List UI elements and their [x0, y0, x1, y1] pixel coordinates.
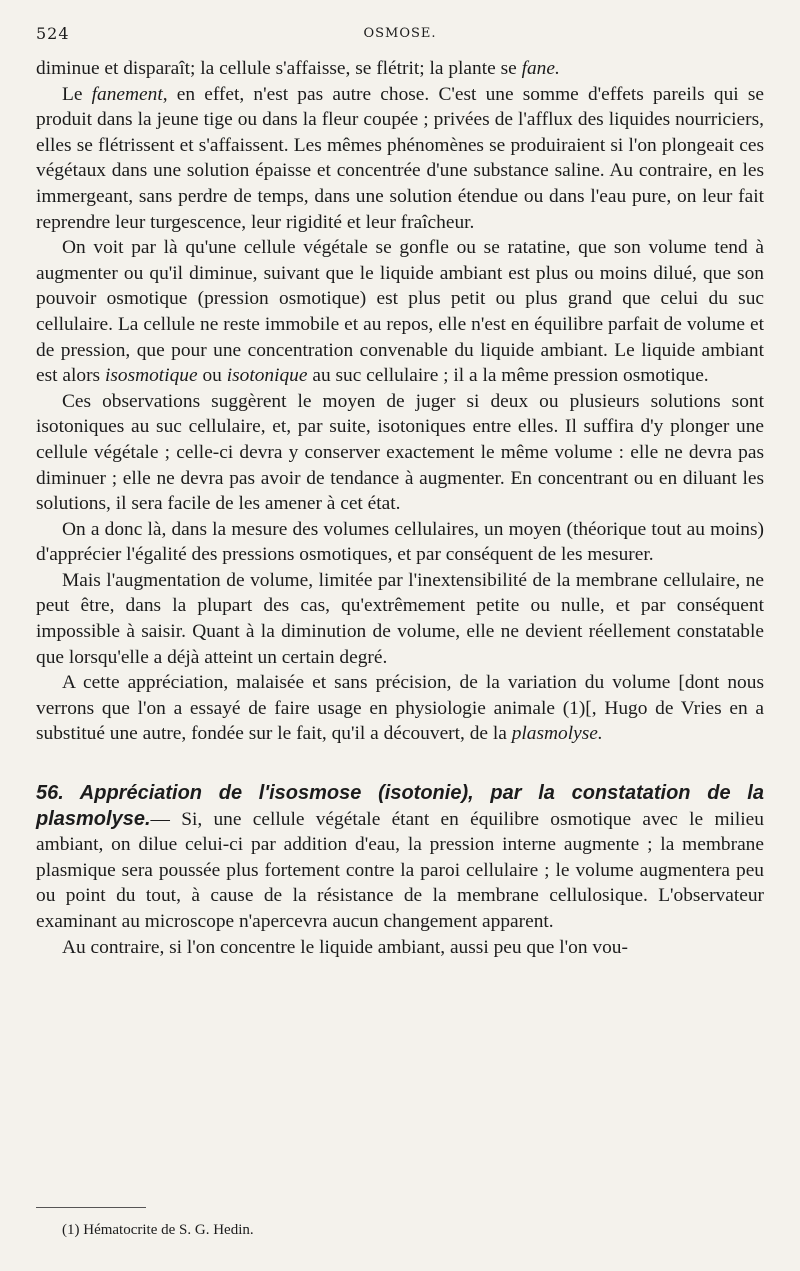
paragraph: On a donc là, dans la mesure des volumes cellulaires, un moyen (théorique tout au moins) d'apprécier l'égalité des pressions osmotiques, et par conséquent de les mesurer. — [36, 518, 764, 566]
paragraph: A cette appréciation, malaisée et sans précision, de la variation du volume [dont nous verrons que l'on a essayé de faire usage en physiologie animale (1)[, Hugo de Vries en a substitué une autre, fondée sur le fait, qu'il a découvert, de la plasmolyse. — [36, 672, 764, 745]
paragraph: Ces observations suggèrent le moyen de juger si deux ou plusieurs solutions sont isotoniques au suc cellulaire, et, par suite, isotoniques entre elles. Il suffira d'y plonger une cellule végétale ; celle-ci devra y conserver exactement le même volume : elle ne devra pas diminuer ; elle ne devra pas avoir de tendance à augmenter. En concentrant ou en diluant les solutions, il sera facile de les amener à cet état. — [36, 390, 764, 515]
italic-term: plasmolyse. — [511, 723, 603, 745]
section-title: 56. Appréciation de l'isosmose (isotonie), par la constatation de la plasmolyse. — [36, 782, 764, 830]
section-56 — [36, 781, 764, 935]
paragraph: diminue et disparaît; la cellule s'affaisse, se flétrit; la plante se fane. — [36, 58, 560, 79]
body-text — [36, 56, 764, 960]
last-paragraph: Au contraire, si l'on concentre le liquide ambiant, aussi peu que l'on vou- — [62, 936, 628, 958]
page-header — [36, 24, 764, 52]
paragraph: On voit par là qu'une cellule végétale se gonfle ou se ratatine, que son volume tend à augmenter ou qu'il diminue, suivant que le liquide ambiant est plus ou moins dilué, que son pouvoir osmotique (pression osmotique) est plus petit ou plus grand que celui du suc cellulaire. La cellule ne reste immobile et au repos, elle n'est en équilibre parfait de volume et de pression, que pour une concentration convenable du liquide ambiant. Le liquide ambiant est alors isosmotique ou isotonique au suc cellulaire ; il a la même pression osmotique. — [36, 237, 764, 387]
italic-term: fanement — [91, 83, 163, 105]
page-number: 524 — [36, 24, 70, 43]
italic-term: isotonique — [226, 365, 308, 387]
footnote: (1) Hématocrite de S. G. Hedin. — [62, 1222, 254, 1238]
running-title: OSMOSE. — [363, 26, 437, 41]
paragraph: Mais l'augmentation de volume, limitée par l'inextensibilité de la membrane cellulaire, ne peut être, dans la plupart des cas, qu'extrêmement petite ou nulle, et par conséquent impossible à saisir. Quant à la diminution de volume, elle ne devient réellement constatable que lorsqu'elle a déjà atteint un certain degré. — [36, 569, 764, 668]
paragraph-list — [36, 56, 764, 747]
section-text: Si, une cellule végétale étant en équilibre osmotique avec le milieu ambiant, on dilue celui-ci par addition d'eau, la pression interne augmente ; la membrane plasmique sera poussée plus fortement contre la paroi cellulaire ; le volume augmentera peu ou point du tout, à cause de la résistance de la membrane cellulosique. L'observateur examinant au microscope n'apercevra aucun changement apparent. — [36, 808, 764, 932]
paragraph: Le fanement, en effet, n'est pas autre chose. C'est une somme d'effets pareils qui se produit dans la jeune tige ou dans la fleur coupée ; privées de l'afflux des liquides nourriciers, elles se flétrissent et s'affaissent. Les mêmes phénomènes se produiraient si l'on plongeait ces végétaux dans une solution épaisse et concentrée d'une substance saline. Au contraire, en les immergeant, sans perdre de temps, dans une solution étendue ou dans l'eau pure, on leur fait reprendre leur turgescence, leur rigidité et leur fraîcheur. — [36, 83, 764, 233]
footnote-rule — [36, 1207, 146, 1208]
italic-term: isosmotique — [104, 365, 198, 387]
section-dash: — — [150, 808, 182, 830]
italic-term: fane. — [521, 58, 560, 79]
